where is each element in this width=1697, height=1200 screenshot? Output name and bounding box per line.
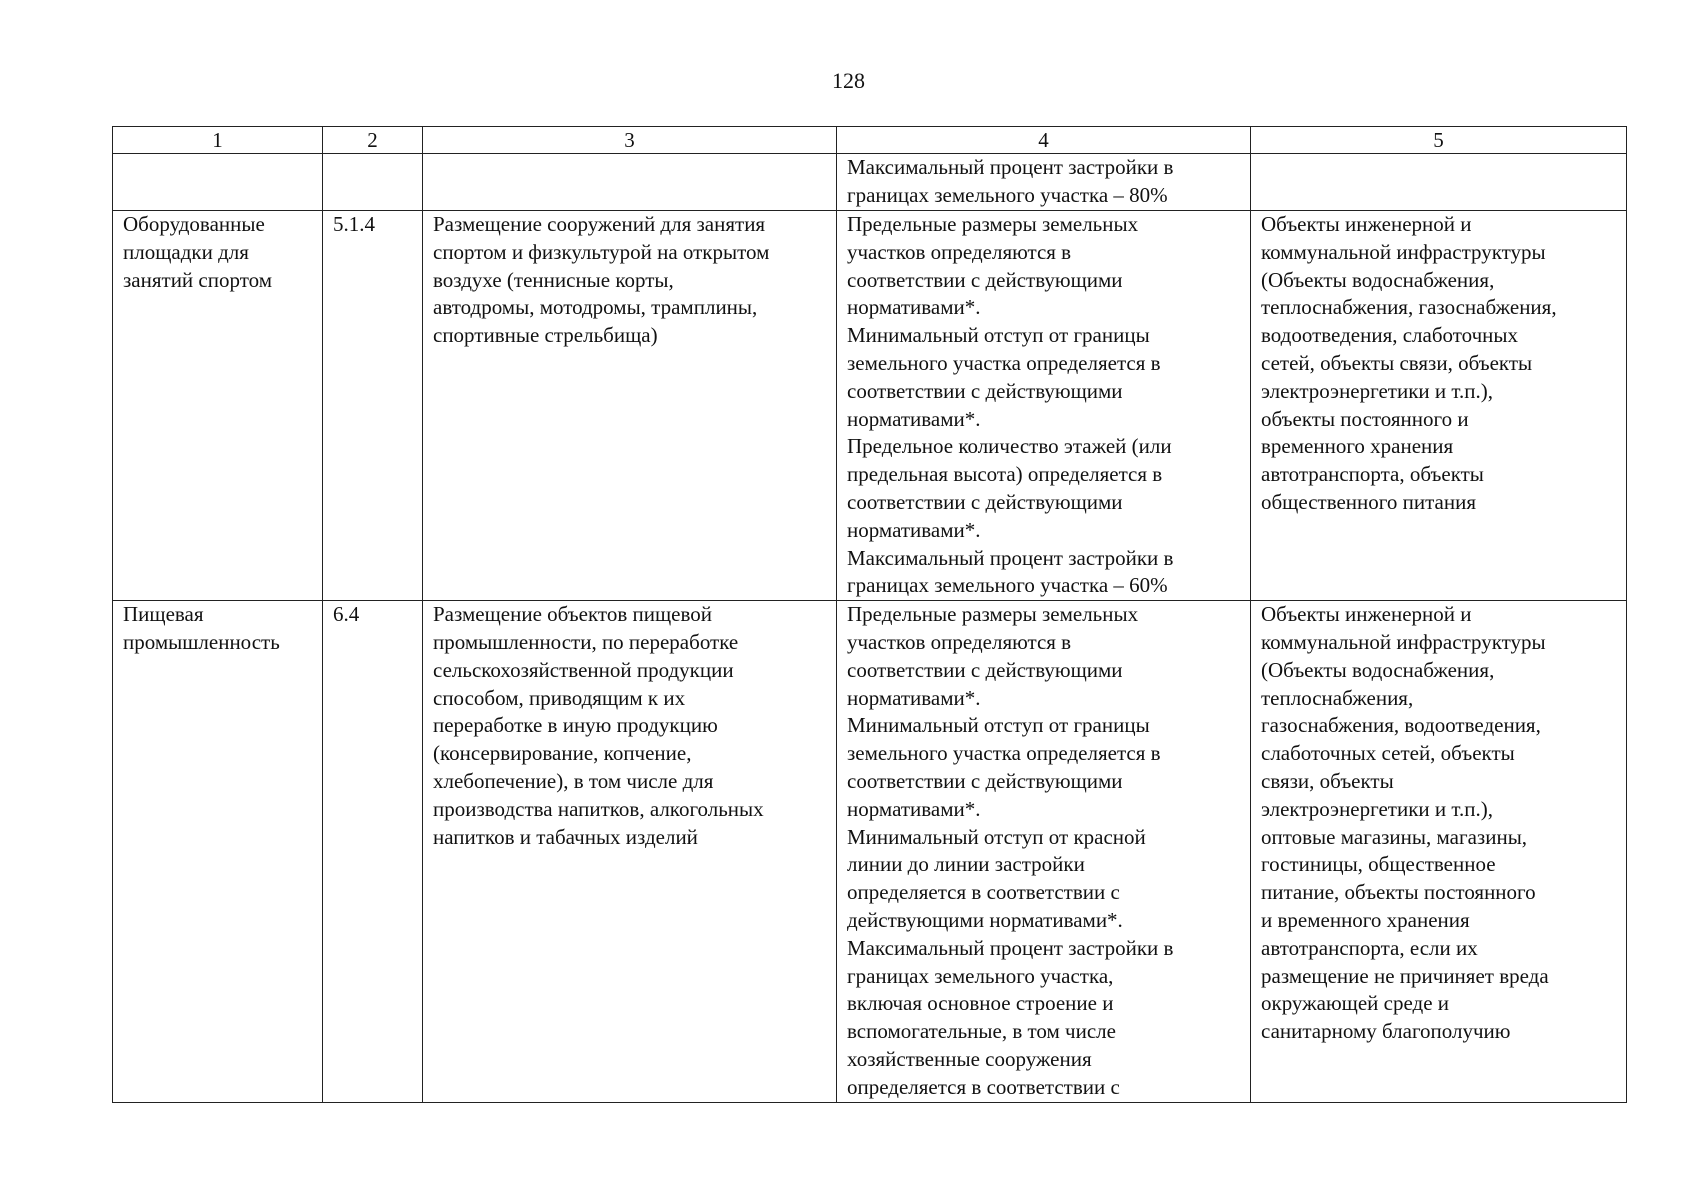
cell-text-line: Оборудованные <box>123 212 265 236</box>
cell-text-line: Максимальный процент застройки в <box>847 545 1174 570</box>
cell-text-line: соответствии с действующими <box>847 489 1123 514</box>
cell-text-line: Объекты инженерной и <box>1261 602 1472 627</box>
cell-text-line: нормативами*. <box>847 406 981 431</box>
use-code-cell <box>323 154 423 211</box>
cell-text-line: слаботочных сетей, объекты <box>1261 741 1515 766</box>
auxiliary-uses-cell <box>1251 211 1627 601</box>
cell-text-line: автодромы, мотодромы, трамплины, <box>433 295 758 320</box>
cell-text-line: участков определяются в <box>847 629 1072 654</box>
cell-text-line: линии до линии застройки <box>847 852 1085 877</box>
cell-text-line: хлебопечение), в том числе для <box>433 768 714 793</box>
cell-text-line: коммунальной инфраструктуры <box>1261 239 1546 264</box>
cell-text-line: Минимальный отступ от границы <box>847 713 1150 738</box>
header-row <box>113 127 1627 154</box>
cell-text-line: автотранспорта, объекты <box>1261 462 1484 487</box>
cell-text-line: Размещение объектов пищевой <box>433 602 712 627</box>
use-description-cell <box>423 211 837 601</box>
cell-text-line: напитков и табачных изделий <box>433 824 698 849</box>
cell-text-line: Максимальный процент застройки в <box>847 155 1174 179</box>
cell-text-line: границах земельного участка – 60% <box>847 573 1168 598</box>
cell-text-line: газоснабжения, водоотведения, <box>1261 713 1541 738</box>
cell-text-line: определяется в соответствии с <box>847 1074 1120 1099</box>
use-description-cell <box>423 601 837 1102</box>
cell-text-line: нормативами*. <box>847 685 981 710</box>
cell-text-line: нормативами*. <box>847 517 981 542</box>
cell-text-line: земельного участка определяется в <box>847 741 1161 766</box>
cell-text-line: общественного питания <box>1261 489 1476 514</box>
cell-text-line: санитарному благополучию <box>1261 1019 1511 1044</box>
use-code-cell: 6.4 <box>323 601 423 1102</box>
cell-text-line: Объекты инженерной и <box>1261 212 1472 236</box>
cell-text-line: связи, объекты <box>1261 768 1394 793</box>
cell-text-line: переработке в иную продукцию <box>433 713 718 738</box>
cell-text-line: нормативами*. <box>847 796 981 821</box>
cell-text-line: и временного хранения <box>1261 907 1470 932</box>
parameters-cell <box>837 211 1251 601</box>
table-row-food-industry <box>113 601 1627 1102</box>
cell-text-line: сельскохозяйственной продукции <box>433 657 734 682</box>
cell-text-line: соответствии с действующими <box>847 768 1123 793</box>
header-col-1: 1 <box>113 127 323 154</box>
cell-text-line: соответствии с действующими <box>847 378 1123 403</box>
auxiliary-uses-cell <box>1251 601 1627 1102</box>
header-col-4: 4 <box>837 127 1251 154</box>
header-col-3: 3 <box>423 127 837 154</box>
table-row-sport-grounds <box>113 211 1627 601</box>
cell-text-line: вспомогательные, в том числе <box>847 1019 1116 1044</box>
cell-text-line: автотранспорта, если их <box>1261 935 1478 960</box>
cell-text-line: электроэнергетики и т.п.), <box>1261 378 1493 403</box>
cell-text-line: земельного участка определяется в <box>847 350 1161 375</box>
page-number: 128 <box>832 68 865 93</box>
cell-text-line: Минимальный отступ от границы <box>847 323 1150 348</box>
cell-text-line: размещение не причиняет вреда <box>1261 963 1549 988</box>
cell-text-line: сетей, объекты связи, объекты <box>1261 350 1533 375</box>
use-name-cell <box>113 154 323 211</box>
use-name-cell <box>113 211 323 601</box>
parameters-cell <box>837 154 1251 211</box>
cell-text-line: соответствии с действующими <box>847 267 1123 292</box>
use-name-cell <box>113 601 323 1102</box>
cell-text-line: хозяйственные сооружения <box>847 1046 1092 1071</box>
cell-text-line: Предельные размеры земельных <box>847 602 1139 627</box>
cell-text-line: оптовые магазины, магазины, <box>1261 824 1528 849</box>
cell-text-line: (Объекты водоснабжения, <box>1261 657 1495 682</box>
cell-text-line: (консервирование, копчение, <box>433 741 692 766</box>
cell-text-line: спортом и физкультурой на открытом <box>433 239 770 264</box>
cell-text-line: временного хранения <box>1261 434 1454 459</box>
cell-text-line: предельная высота) определяется в <box>847 462 1163 487</box>
cell-text-line: коммунальной инфраструктуры <box>1261 629 1546 654</box>
table-row-continuation <box>113 154 1627 211</box>
cell-text-line: способом, приводящим к их <box>433 685 686 710</box>
cell-text-line: воздухе (теннисные корты, <box>433 267 674 292</box>
parameters-cell <box>837 601 1251 1102</box>
cell-text-line: гостиницы, общественное <box>1261 852 1496 877</box>
cell-text-line: Пищевая <box>123 602 204 627</box>
header-col-2: 2 <box>323 127 423 154</box>
use-description-cell <box>423 154 837 211</box>
cell-text-line: Предельные размеры земельных <box>847 212 1139 236</box>
zoning-table <box>112 126 1627 1103</box>
cell-text-line: Минимальный отступ от красной <box>847 824 1146 849</box>
cell-text-line: действующими нормативами*. <box>847 907 1123 932</box>
cell-text-line: спортивные стрельбища) <box>433 323 658 348</box>
cell-text-line: занятий спортом <box>123 267 272 292</box>
cell-text-line: (Объекты водоснабжения, <box>1261 267 1495 292</box>
cell-text-line: производства напитков, алкогольных <box>433 796 764 821</box>
cell-text-line: промышленность <box>123 629 280 654</box>
cell-text-line: площадки для <box>123 239 249 264</box>
cell-text-line: теплоснабжения, <box>1261 685 1414 710</box>
cell-text-line: промышленности, по переработке <box>433 629 739 654</box>
cell-text-line: границах земельного участка – 80% <box>847 182 1168 207</box>
cell-text-line: соответствии с действующими <box>847 657 1123 682</box>
header-col-5: 5 <box>1251 127 1627 154</box>
cell-text-line: нормативами*. <box>847 295 981 320</box>
auxiliary-uses-cell <box>1251 154 1627 211</box>
cell-text-line: водоотведения, слаботочных <box>1261 323 1519 348</box>
cell-text-line: объекты постоянного и <box>1261 406 1469 431</box>
cell-text-line: питание, объекты постоянного <box>1261 880 1536 905</box>
cell-text-line: Размещение сооружений для занятия <box>433 212 766 236</box>
cell-text-line: границах земельного участка, <box>847 963 1114 988</box>
cell-text-line: включая основное строение и <box>847 991 1114 1016</box>
cell-text-line: окружающей среде и <box>1261 991 1450 1016</box>
cell-text-line: теплоснабжения, газоснабжения, <box>1261 295 1557 320</box>
cell-text-line: электроэнергетики и т.п.), <box>1261 796 1493 821</box>
cell-text-line: определяется в соответствии с <box>847 880 1120 905</box>
use-code-cell: 5.1.4 <box>323 211 423 601</box>
cell-text-line: Предельное количество этажей (или <box>847 434 1172 459</box>
cell-text-line: участков определяются в <box>847 239 1072 264</box>
cell-text-line: Максимальный процент застройки в <box>847 935 1174 960</box>
